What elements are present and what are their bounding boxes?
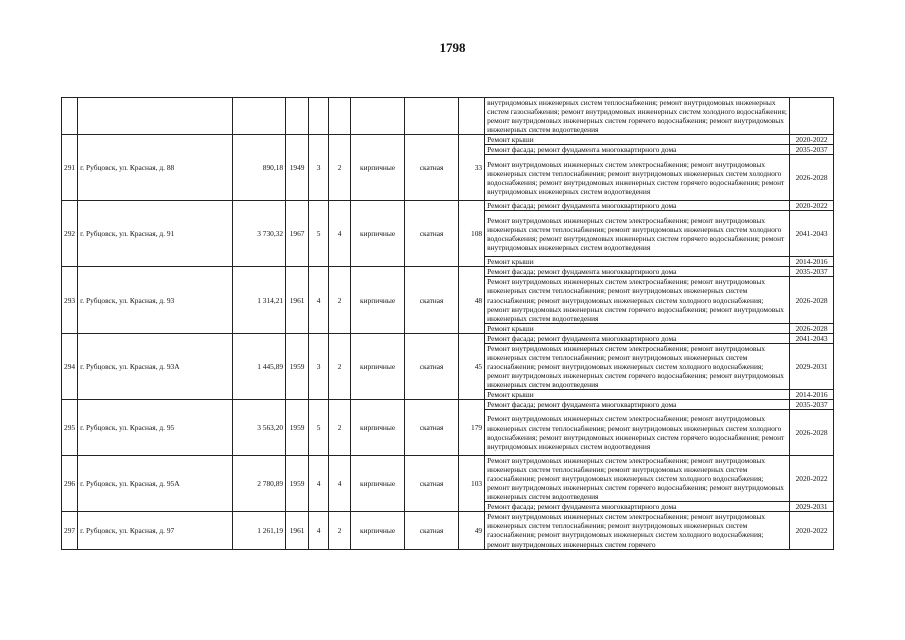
record-roof-type: скатная [405,512,459,549]
record-year: 1961 [286,512,309,549]
work-description: Ремонт крыши [485,257,790,267]
work-period: 2041-2043 [790,211,834,257]
record-area: 1 261,19 [233,512,286,549]
work-period: 2020-2022 [790,456,834,502]
record-number: 294 [62,333,78,399]
work-description: Ремонт фасада; ремонт фундамента многоквартирного дома [485,400,790,410]
record-area: 1 445,89 [233,333,286,399]
work-period: 2020-2022 [790,135,834,145]
page-number: 1798 [439,40,466,55]
record-roof-type: скатная [405,201,459,267]
work-description: Ремонт крыши [485,135,790,145]
work-description: Ремонт фасада; ремонт фундамента многоквартирного дома [485,333,790,343]
work-period: 2026-2028 [790,155,834,201]
empty-cell [405,98,459,135]
record-entrances: 2 [329,512,351,549]
record-area: 1 314,21 [233,267,286,333]
work-description: внутридомовых инженерных систем теплоснабжения; ремонт внутридомовых инженерных систем газоснабжения; ремонт внутридомовых инженерных систем холодного водоснабжения; ремонт внутридомовых инженерных систем горячего водоснабжения; ремонт внутридомовых инженерных систем водоотведения [485,98,790,135]
record-wall-material: кирпичные [351,400,405,456]
work-period: 2026-2028 [790,323,834,333]
table-row [62,333,834,343]
record-entrances: 2 [329,267,351,333]
record-address: г. Рубцовск, ул. Красная, д. 88 [78,135,233,201]
empty-cell [329,98,351,135]
record-residents: 33 [459,135,485,201]
empty-cell [309,98,329,135]
work-period [790,98,834,135]
table-row [62,456,834,502]
table-row [62,267,834,277]
record-address: г. Рубцовск, ул. Красная, д. 97 [78,512,233,549]
record-floors: 4 [309,456,329,512]
work-description: Ремонт крыши [485,323,790,333]
work-period: 2014-2016 [790,389,834,399]
record-number: 295 [62,400,78,456]
record-year: 1959 [286,456,309,512]
record-floors: 4 [309,512,329,549]
record-number: 292 [62,201,78,267]
record-area: 3 563,20 [233,400,286,456]
work-period: 2014-2016 [790,257,834,267]
table-row [62,135,834,145]
record-wall-material: кирпичные [351,201,405,267]
record-number: 291 [62,135,78,201]
empty-cell [459,98,485,135]
record-roof-type: скатная [405,400,459,456]
work-description: Ремонт внутридомовых инженерных систем электроснабжения; ремонт внутридомовых инженерных систем теплоснабжения; ремонт внутридомовых инженерных систем холодного водоснабжения; ремонт внутридомовых инженерных систем горячего водоснабжения; ремонт внутридомовых инженерных систем водоотведения [485,211,790,257]
record-roof-type: скатная [405,267,459,333]
record-floors: 5 [309,201,329,267]
record-year: 1959 [286,400,309,456]
table-row [62,400,834,410]
record-address: г. Рубцовск, ул. Красная, д. 95 [78,400,233,456]
record-wall-material: кирпичные [351,135,405,201]
record-floors: 4 [309,267,329,333]
record-address: г. Рубцовск, ул. Красная, д. 93А [78,333,233,399]
table-row [62,512,834,549]
work-description: Ремонт внутридомовых инженерных систем электроснабжения; ремонт внутридомовых инженерных систем теплоснабжения; ремонт внутридомовых инженерных систем газоснабжения; ремонт внутридомовых инженерных систем холодного водоснабжения; ремонт внутридомовых инженерных систем горячего водоснабжения; ремонт внутридомовых инженерных систем водоотведения [485,456,790,502]
work-period: 2035-2037 [790,267,834,277]
empty-cell [233,98,286,135]
record-year: 1949 [286,135,309,201]
work-period: 2041-2043 [790,333,834,343]
record-residents: 49 [459,512,485,549]
record-entrances: 2 [329,333,351,399]
record-roof-type: скатная [405,135,459,201]
table-row [62,98,834,135]
record-address: г. Рубцовск, ул. Красная, д. 91 [78,201,233,267]
work-description: Ремонт внутридомовых инженерных систем электроснабжения; ремонт внутридомовых инженерных систем теплоснабжения; ремонт внутридомовых инженерных систем газоснабжения; ремонт внутридомовых инженерных систем холодного водоснабжения; ремонт внутридомовых инженерных систем горячего водоснабжения; ремонт внутридомовых инженерных систем водоотведения [485,343,790,389]
record-area: 3 730,32 [233,201,286,267]
work-period: 2020-2022 [790,201,834,211]
record-year: 1967 [286,201,309,267]
record-residents: 45 [459,333,485,399]
empty-cell [351,98,405,135]
record-entrances: 4 [329,456,351,512]
work-description: Ремонт внутридомовых инженерных систем электроснабжения; ремонт внутридомовых инженерных систем теплоснабжения; ремонт внутридомовых инженерных систем газоснабжения; ремонт внутридомовых инженерных систем холодного водоснабжения; ремонт внутридомовых инженерных систем горячего водоснабжения; ремонт внутридомовых инженерных систем водоотведения [485,277,790,323]
record-floors: 5 [309,400,329,456]
work-description: Ремонт внутридомовых инженерных систем электроснабжения; ремонт внутридомовых инженерных систем теплоснабжения; ремонт внутридомовых инженерных систем холодного водоснабжения; ремонт внутридомовых инженерных систем горячего водоснабжения; ремонт внутридомовых инженерных систем водоотведения [485,155,790,201]
record-entrances: 2 [329,135,351,201]
work-period: 2026-2028 [790,410,834,456]
work-period: 2035-2037 [790,145,834,155]
empty-cell [62,98,78,135]
record-roof-type: скатная [405,456,459,512]
record-residents: 179 [459,400,485,456]
work-period: 2029-2031 [790,502,834,512]
record-residents: 108 [459,201,485,267]
record-number: 296 [62,456,78,512]
work-description: Ремонт крыши [485,389,790,399]
work-description: Ремонт фасада; ремонт фундамента многоквартирного дома [485,145,790,155]
record-entrances: 2 [329,400,351,456]
record-residents: 103 [459,456,485,512]
record-residents: 48 [459,267,485,333]
work-description: Ремонт фасада; ремонт фундамента многоквартирного дома [485,502,790,512]
work-description: Ремонт фасада; ремонт фундамента многоквартирного дома [485,267,790,277]
work-period: 2026-2028 [790,277,834,323]
record-wall-material: кирпичные [351,333,405,399]
record-wall-material: кирпичные [351,267,405,333]
record-floors: 3 [309,333,329,399]
repair-program-table [61,97,834,550]
record-area: 890,18 [233,135,286,201]
record-area: 2 780,89 [233,456,286,512]
record-floors: 3 [309,135,329,201]
work-period: 2029-2031 [790,343,834,389]
record-entrances: 4 [329,201,351,267]
record-roof-type: скатная [405,333,459,399]
table-row [62,201,834,211]
work-description: Ремонт внутридомовых инженерных систем электроснабжения; ремонт внутридомовых инженерных систем теплоснабжения; ремонт внутридомовых инженерных систем газоснабжения; ремонт внутридомовых инженерных систем холодного водоснабжения; ремонт внутридомовых инженерных систем горячего [485,512,790,549]
record-address: г. Рубцовск, ул. Красная, д. 95А [78,456,233,512]
record-number: 293 [62,267,78,333]
record-wall-material: кирпичные [351,456,405,512]
work-period: 2035-2037 [790,400,834,410]
record-wall-material: кирпичные [351,512,405,549]
record-address: г. Рубцовск, ул. Красная, д. 93 [78,267,233,333]
record-year: 1959 [286,333,309,399]
empty-cell [78,98,233,135]
work-description: Ремонт фасада; ремонт фундамента многоквартирного дома [485,201,790,211]
record-year: 1961 [286,267,309,333]
record-number: 297 [62,512,78,549]
work-description: Ремонт внутридомовых инженерных систем электроснабжения; ремонт внутридомовых инженерных систем теплоснабжения; ремонт внутридомовых инженерных систем холодного водоснабжения; ремонт внутридомовых инженерных систем горячего водоснабжения; ремонт внутридомовых инженерных систем водоотведения [485,410,790,456]
work-period: 2020-2022 [790,512,834,549]
empty-cell [286,98,309,135]
